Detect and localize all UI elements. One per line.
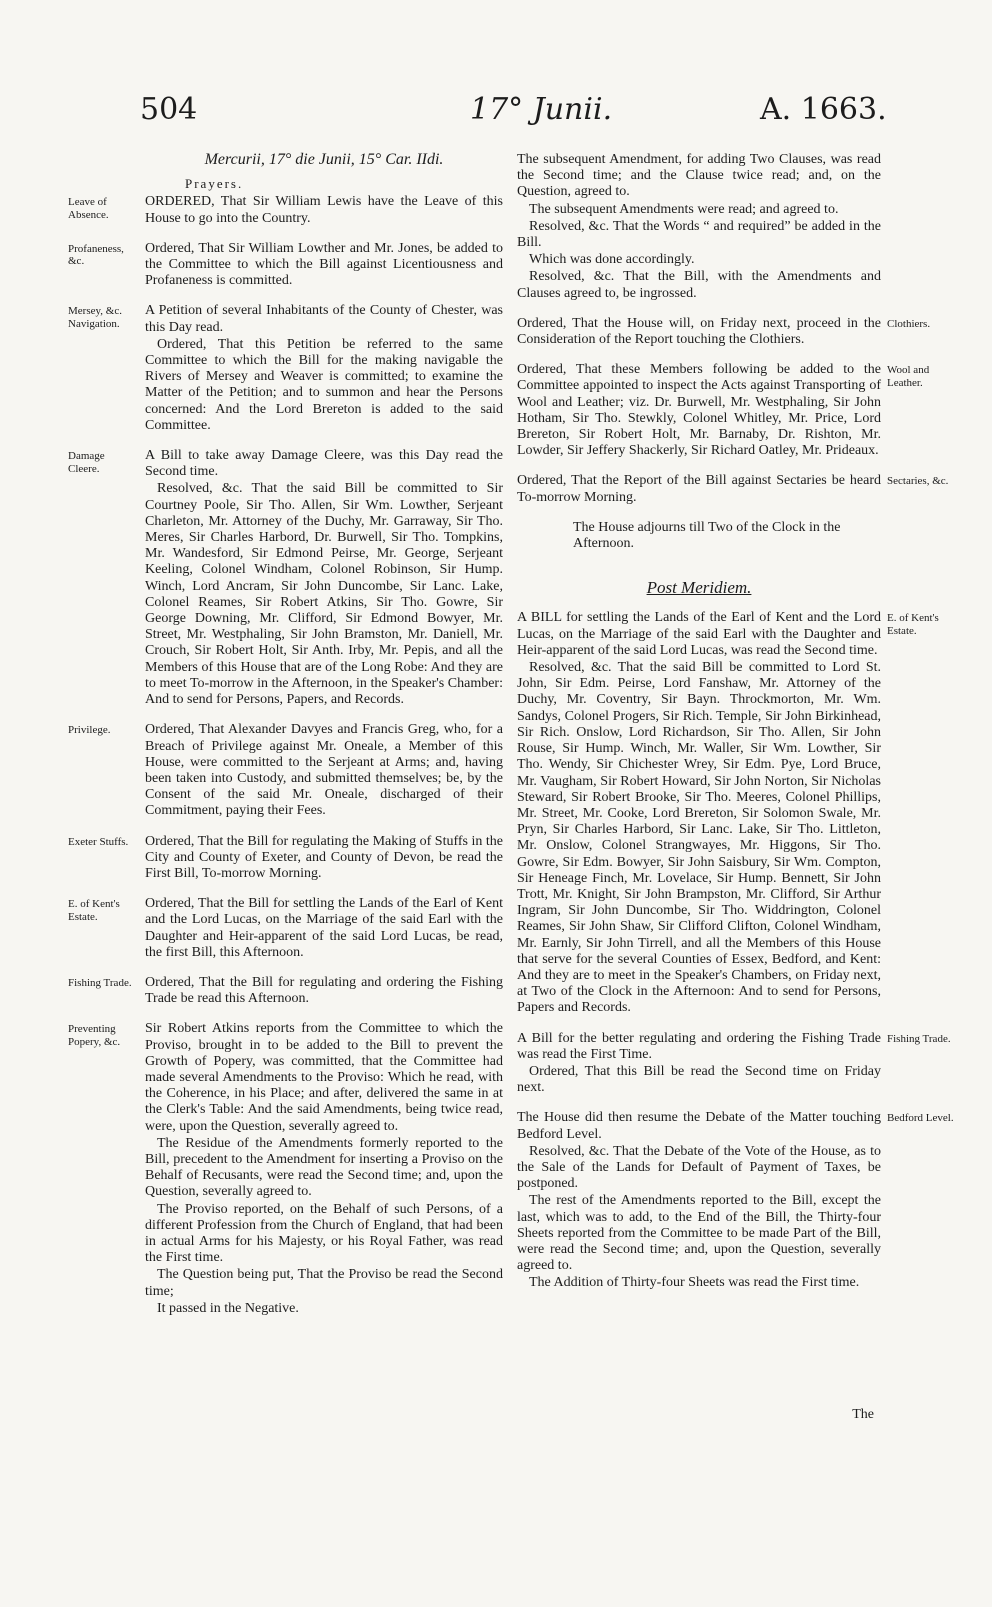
journal-entry	[517, 315, 931, 348]
entry-paragraph: Resolved, &c. That the said Bill be committed to Lord St. John, Sir Edm. Peirse, Lord Fanshaw, Mr. Attorney of the Duchy, Mr. Coventry, Sir Bayn. Throckmorton, Mr. Wm. Sandys, Colonel Progers, Sir Rich. Temple, Sir John Birkinhead, Sir Rich. Onslow, Lord Richardson, Sir Tho. Allen, Sir John Rouse, Sir Hump. Winch, Mr. Waller, Sir Wm. Lowther, Sir Tho. Wendy, Sir Chichester Wrey, Sir Edm. Pye, Lord Bruce, Mr. Vaugham, Sir Robert Howard, Sir John Norton, Sir Nicholas Steward, Sir Robert Brooke, Sir Tho. Meeres, Colonel Phillips, Mr. Street, Mr. Cooke, Lord Brereton, Sir Solomon Swale, Mr. Pryn, Sir Charles Harbord, Sir Lanc. Lake, Sir Tho. Littleton, Mr. Onslow, Colonel Strangwayes, Mr. Higgons, Sir Tho. Gowre, Sir Edm. Bowyer, Sir John Saisbury, Sir Wm. Compton, Sir Heneage Finch, Mr. Lovelace, Sir Hump. Bennett, Sir John Trott, Mr. Knight, Sir John Brampston, Mr. Clifford, Sir Arthur Ingram, Sir John Duncombe, Sir Tho. Widdrington, Colonel Reames, Sir John Shaw, Sir Clifford Clifton, Colonel Windham, Mr. Earnly, Sir John Tirrell, and all the Members of this House that serve for the several Counties of Essex, Bedford, and Kent: And they are to meet in the Speaker's Chambers, on Friday next, at Two of the Clock in the Afternoon: And to send for Persons, Papers and Records.	[517, 660, 881, 1016]
adjournment-note: The House adjourns till Two of the Clock in the Afternoon.	[573, 519, 841, 552]
entry-paragraph: Ordered, That the Bill for regulating the Making of Stuffs in the City and County of Exeter, and County of Devon, be read the First Bill, To-morrow Morning.	[145, 833, 503, 881]
margin-note: Privilege.	[68, 724, 111, 737]
journal-entry	[68, 833, 503, 883]
right-entries-bottom	[517, 610, 954, 1291]
right-column	[517, 152, 954, 1306]
margin-note: E. of Kent's Estate.	[887, 612, 939, 637]
journal-entry	[68, 974, 503, 1007]
left-column	[68, 151, 503, 1331]
right-entries-top	[517, 152, 949, 506]
journal-entry	[517, 152, 881, 302]
entry-paragraph: The subsequent Amendments were read; and agreed to.	[529, 201, 839, 217]
entry-paragraph: Resolved, &c. That the Bill, with the Amendments and Clauses agreed to, be ingrossed.	[517, 269, 881, 301]
journal-entry	[68, 722, 503, 819]
entry-paragraph: The rest of the Amendments reported to the Bill, except the last, which was to add, to the End of the Bill, the Thirty-four Sheets reported from the Committee to be made Part of the Bill, were read the Second time; and, upon the Question, severally agreed to.	[517, 1193, 881, 1274]
entry-paragraph: Resolved, &c. That the Debate of the Vote of the House, as to the Sale of the Lands for Default of Payment of Taxes, be postponed.	[517, 1143, 881, 1192]
entry-paragraph: A BILL for settling the Lands of the Earl of Kent and the Lord Lucas, on the Marriage of the said Earl with the Daughter and Heir-apparent of the said Lord Lucas, was read the Second time.	[517, 610, 881, 658]
page-year: A. 1663.	[760, 92, 887, 127]
margin-note: Leave of Absence.	[68, 196, 109, 221]
post-meridiem-heading: Post Meridiem.	[646, 578, 752, 598]
journal-entry	[68, 194, 503, 226]
entry-paragraph: A Petition of several Inhabitants of the County of Chester, was this Day read.	[145, 303, 503, 335]
journal-entry	[68, 1021, 503, 1317]
entry-paragraph: Ordered, That the Bill for regulating and ordering the Fishing Trade be read this Afternoon.	[145, 974, 503, 1007]
margin-note: Sectaries, &c.	[887, 475, 949, 488]
journal-entry	[68, 240, 503, 290]
entry-paragraph: The Addition of Thirty-four Sheets was read the First time.	[529, 1275, 860, 1291]
margin-note: Fishing Trade.	[887, 1032, 951, 1045]
entry-paragraph: A Bill for the better regulating and ordering the Fishing Trade was read the First Time.	[517, 1030, 881, 1062]
entry-paragraph: Ordered, That this Bill be read the Second time on Friday next.	[517, 1063, 881, 1096]
prayers-heading: Prayers.	[185, 176, 244, 192]
entry-paragraph: Sir Robert Atkins reports from the Committee to which the Proviso, brought in to be added to the Bill to prevent the Growth of Popery, was committed, that the Committee had made several Amendments to the Proviso: Which he read, with the Coherence, in his Place; and after, delivered the same in at the Clerk's Table: And the said Amendments, being twice read, were, upon the Question, severally agreed to.	[145, 1021, 503, 1134]
journal-entry	[68, 303, 503, 434]
entry-paragraph: A Bill to take away Damage Cleere, was this Day read the Second time.	[145, 448, 503, 480]
margin-note: Preventing Popery, &c.	[68, 1023, 121, 1048]
entry-paragraph: It passed in the Negative.	[157, 1300, 299, 1316]
entry-paragraph: Ordered, That this Petition be referred to the same Committee to which the Bill for the making navigable the Rivers of Mersey and Weaver is committed; to examine the Matter of the Petition; and to summon and hear the Persons concerned: And the Lord Brereton is added to the said Committee.	[145, 336, 503, 433]
journal-entry	[517, 610, 939, 1016]
margin-note: Profaneness, &c.	[68, 242, 124, 268]
margin-note: E. of Kent's Estate.	[68, 898, 120, 923]
margin-note: Mersey, &c. Navigation.	[68, 305, 122, 330]
page-number: 504	[140, 92, 198, 127]
left-entries	[68, 194, 503, 1317]
entry-paragraph: The Residue of the Amendments formerly reported to the Bill, precedent to the Amendment for inserting a Proviso on the Behalf of Recusants, were read the Second time; and, upon the Question, severally agreed to.	[145, 1135, 503, 1200]
entry-paragraph: The House did then resume the Debate of the Matter touching Bedford Level.	[517, 1110, 881, 1142]
margin-note: Exeter Stuffs.	[68, 835, 129, 848]
journal-entry	[68, 896, 503, 961]
margin-note: Wool and Leather.	[887, 364, 930, 389]
catchword: The	[852, 1407, 874, 1422]
journal-entry	[517, 1030, 951, 1097]
entry-paragraph: Ordered, That Alexander Davyes and Francis Greg, who, for a Breach of Privilege against Mr. Oneale, a Member of this House, were committed to the Serjeant at Arms; and, having been taken into Custody, and submitted themselves; be, by the Consent of the said Mr. Oneale, discharged of their Commitment, paying their Fees.	[145, 722, 503, 819]
margin-note: Fishing Trade.	[68, 976, 132, 989]
journal-entry	[517, 362, 930, 459]
session-heading: Mercurii, 17° die Junii, 15° Car. IIdi.	[204, 151, 444, 168]
entry-paragraph: Ordered, That Sir William Lowther and Mr. Jones, be added to the Committee to which the Bill against Licentiousness and Profaneness is committed.	[145, 240, 503, 289]
entry-paragraph: ORDERED, That Sir William Lewis have the Leave of this House to go into the Country.	[145, 194, 503, 226]
entry-paragraph: Resolved, &c. That the said Bill be committed to Sir Courtney Poole, Sir Tho. Allen, Sir Wm. Lowther, Serjeant Charleton, Mr. Attorney of the Duchy, Mr. Garraway, Sir Tho. Meres, Sir Charles Harbord, Dr. Burwell, Sir Tho. Tompkins, Mr. Wandesford, Sir Edmond Peirse, Mr. George, Serjeant Keeling, Colonel Windham, Colonel Robinson, Sir Hump. Winch, Lord Ancram, Sir John Duncombe, Sir Lanc. Lake, Colonel Reames, Sir Robert Atkins, Sir Tho. Gowre, Sir George Downing, Mr. Clifford, Sir Edmond Bowyer, Mr. Street, Mr. Westphaling, Sir John Bramston, Mr. Daniell, Mr. Crouch, Sir Robert Holt, Sir Anth. Irby, Mr. Pepis, and all the Members of this House that are of the Long Robe: And they are to meet To-morrow in the Afternoon, in the Speaker's Chamber: And to send for Persons, Papers, and Records.	[145, 481, 503, 708]
journal-entry	[68, 448, 503, 708]
entry-paragraph: Ordered, That the Report of the Bill against Sectaries be heard To-morrow Morning.	[517, 473, 881, 505]
entry-paragraph: Ordered, That these Members following be added to the Committee appointed to inspect the Acts against Transporting of Wool and Leather; viz. Dr. Burwell, Mr. Westphaling, Sir John Hotham, Sir Tho. Stewkly, Colonel Whitley, Mr. Price, Lord Brereton, Sir Robert Holt, Mr. Barnaby, Dr. Rishton, Mr. Lowder, Sir Jeffery Shackerly, Sir Richard Oatley, Mr. Prideaux.	[517, 362, 881, 459]
entry-paragraph: Ordered, That the Bill for settling the Lands of the Earl of Kent and the Lord Lucas, on the Marriage of the said Earl with the Daughter and Heir-apparent of the said Lord Lucas, be read, the first Bill, this Afternoon.	[145, 896, 503, 960]
journal-entry	[517, 1110, 954, 1291]
entry-paragraph: Ordered, That the House will, on Friday next, proceed in the Consideration of the Report touching the Clothiers.	[517, 315, 881, 348]
journal-entry	[517, 473, 949, 505]
entry-paragraph: The subsequent Amendment, for adding Two Clauses, was read the Second time; and the Clause twice read; and, on the Question, agreed to.	[517, 152, 881, 200]
entry-paragraph: Which was done accordingly.	[529, 252, 695, 268]
margin-note: Bedford Level.	[887, 1112, 954, 1125]
page-date: 17° Junii.	[470, 92, 613, 127]
entry-paragraph: The Question being put, That the Proviso be read the Second time;	[145, 1267, 503, 1299]
margin-note: Clothiers.	[887, 317, 931, 330]
entry-paragraph: The Proviso reported, on the Behalf of such Persons, of a different Profession from the Church of England, that had been in actual Arms for his Majesty, or his Royal Father, was read the First time.	[145, 1201, 503, 1266]
page-header	[0, 92, 992, 132]
entry-paragraph: Resolved, &c. That the Words “ and required” be added in the Bill.	[517, 218, 881, 251]
margin-note: Damage Cleere.	[68, 450, 105, 475]
